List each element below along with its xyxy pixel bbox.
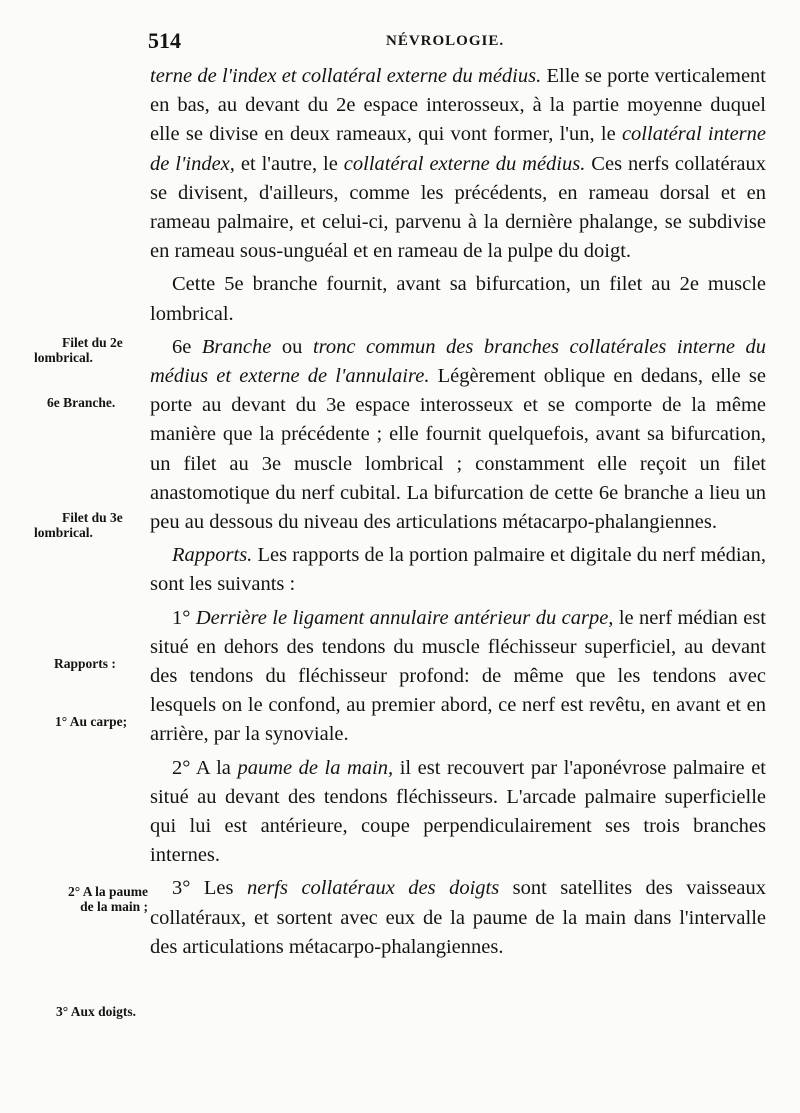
text-run: Cette 5e branche fournit, avant sa bifurcation, un filet au 2e muscle lombrical. <box>150 273 766 325</box>
italic-term: paume de la main, <box>237 756 394 779</box>
text-run: ou <box>271 335 313 358</box>
text-run: 3° Les <box>172 877 247 900</box>
text-run: Légèrement oblique en dedans, elle se porte au devant du 3e espace interosseux et se comporte de la même manière que la précédente ; elle fournit quelquefois, avant sa bifurcation, un filet au 3e muscle lombrical ; constamment elle reçoit un filet anastomotique du nerf cubital. La bifurcation de cette 6e branche a lieu un peu au dessous du niveau des articulations métacarpo-phalangiennes. <box>150 365 766 534</box>
text-run: Les rapports de la portion palmaire et digitale du nerf médian, sont les suivants : <box>150 544 766 596</box>
text-run: le nerf médian est situé en dehors des tendons du muscle fléchisseur superficiel, au devant des tendons du fléchisseur profond: de même que les tendons avec lesquels on le confond, au premier abord, ce nerf est revêtu, en avant et en arrière, par la synoviale. <box>150 606 766 746</box>
paragraph-1 <box>150 62 766 266</box>
margin-note-line: Filet du 3e <box>62 510 123 525</box>
paragraph-2 <box>150 270 766 328</box>
text-run: Elle se porte verticalement en bas, au devant du 2e espace interosseux, à la partie moyenne duquel elle se divise en deux rameaux, qui vont former, l'un, le <box>150 65 766 146</box>
paragraph-3 <box>150 333 766 537</box>
margin-note-filet-3 <box>34 510 123 540</box>
italic-term: terne de l'index et collatéral externe du médius. <box>150 65 542 87</box>
paragraph-7 <box>150 874 766 962</box>
italic-term: Rapports. <box>172 544 253 567</box>
italic-term: nerfs collatéraux des doigts <box>246 877 500 900</box>
paragraph-4 <box>150 541 766 599</box>
text-run: et l'autre, le <box>234 152 344 175</box>
page-number: 514 <box>148 28 181 53</box>
text-run: 2° A la <box>172 756 238 779</box>
margin-note-carpe: 1° Au carpe; <box>55 714 128 729</box>
italic-term: tronc commun des branches collatérales interne du médius et externe de l'annulaire. <box>150 335 766 388</box>
margin-note-branche-6: 6e Branche. <box>47 395 116 410</box>
italic-term: collatéral externe du médius. <box>343 152 586 175</box>
margin-note-line: lombrical. <box>34 350 93 365</box>
page-header <box>148 24 768 60</box>
paragraph-5 <box>150 604 766 750</box>
italic-term: collatéral interne de l'index, <box>150 123 766 175</box>
text-run: 1° <box>172 606 196 629</box>
text-run: sont satellites des vaisseaux collatéraux, et sortent avec eux de la paume de la main dans l'intervalle des articulations métacarpo-phalangiennes. <box>150 877 766 958</box>
text-run: il est recouvert par l'aponévrose palmaire et situé au devant des tendons fléchisseurs. L'arcade palmaire superficielle qui lui est antérieure, coupe perpendiculairement ses trois branches internes. <box>150 756 766 867</box>
margin-note-line: 2° A la paume <box>67 884 148 899</box>
body-text <box>150 62 766 962</box>
margin-note-paume <box>30 884 148 914</box>
running-title: NÉVROLOGIE. <box>386 33 505 49</box>
margin-note-line: de la main ; <box>80 899 148 914</box>
margin-note-line: Filet du 2e <box>62 335 123 350</box>
margin-note-filet-2 <box>34 335 123 365</box>
text-run: 6e <box>172 335 202 358</box>
paragraph-6 <box>150 754 766 871</box>
italic-term: Branche <box>201 335 272 358</box>
italic-term: Derrière le ligament annulaire antérieur du carpe, <box>195 606 614 629</box>
margin-note-rapports: Rapports : <box>54 656 116 671</box>
text-run: Ces nerfs collatéraux se divisent, d'ailleurs, comme les précédents, en rameau dorsal et en rameau palmaire, et celui-ci, parvenu à la dernière phalange, se subdivise en rameau sous-unguéal et en rameau de la pulpe du doigt. <box>150 152 766 263</box>
margin-note-line: lombrical. <box>34 525 93 540</box>
margin-note-doigts: 3° Aux doigts. <box>56 1004 137 1019</box>
